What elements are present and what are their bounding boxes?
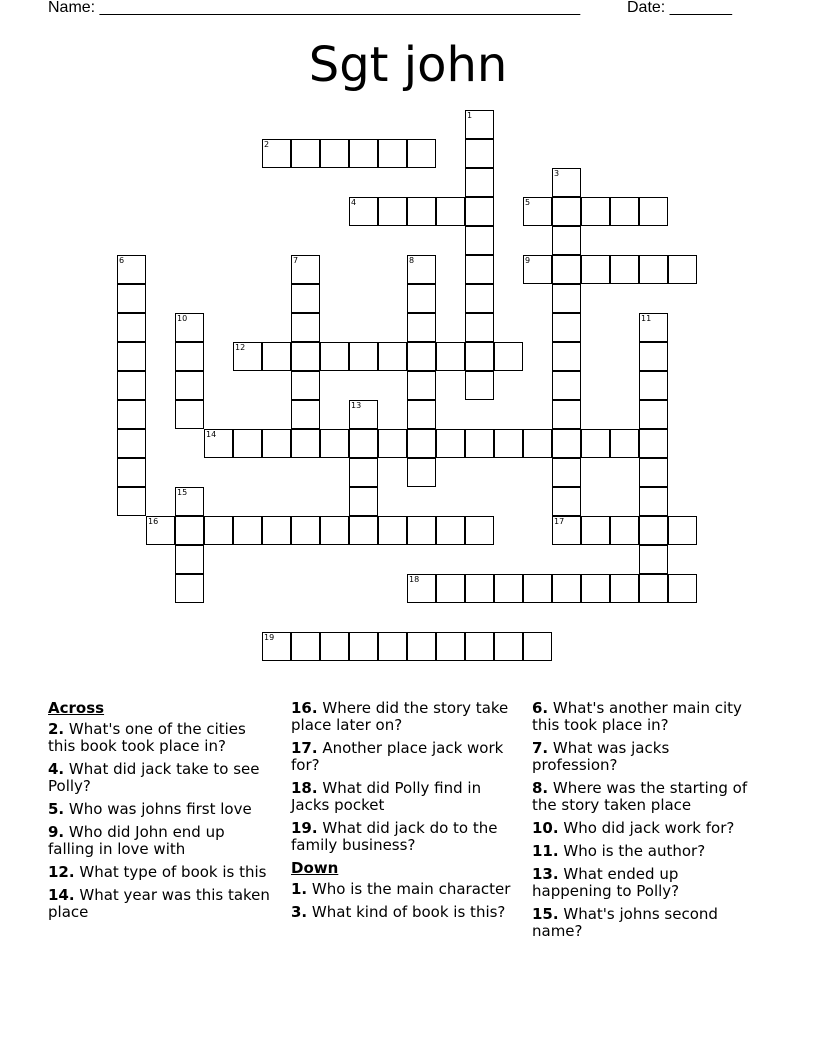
cell-number: 6 [119, 256, 125, 265]
grid-cell[interactable] [639, 400, 668, 429]
grid-cell[interactable] [552, 487, 581, 516]
grid-cell[interactable] [494, 632, 523, 661]
cell-number: 14 [206, 430, 217, 439]
grid-cell[interactable] [465, 139, 494, 168]
grid-cell[interactable] [552, 516, 581, 545]
grid-cell[interactable] [349, 342, 378, 371]
grid-cell[interactable] [639, 487, 668, 516]
grid-cell[interactable] [117, 342, 146, 371]
grid-cell[interactable] [465, 110, 494, 139]
clue-across-19: 19. What did jack do to the family business? [291, 819, 498, 854]
cell-number: 17 [554, 517, 565, 526]
grid-cell[interactable] [349, 458, 378, 487]
clue-across-14: 14. What year was this taken place [48, 886, 270, 921]
grid-cell[interactable] [465, 197, 494, 226]
grid-cell[interactable] [378, 516, 407, 545]
grid-cell[interactable] [349, 429, 378, 458]
grid-cell[interactable] [610, 516, 639, 545]
grid-cell[interactable] [320, 139, 349, 168]
grid-cell[interactable] [175, 313, 204, 342]
grid-cell[interactable] [436, 197, 465, 226]
grid-cell[interactable] [349, 632, 378, 661]
grid-cell[interactable] [407, 197, 436, 226]
clue-down-3: 3. What kind of book is this? [291, 903, 506, 921]
grid-cell[interactable] [262, 632, 291, 661]
grid-cell[interactable] [117, 313, 146, 342]
grid-cell[interactable] [465, 342, 494, 371]
grid-cell[interactable] [407, 516, 436, 545]
cell-number: 11 [641, 314, 652, 323]
grid-cell[interactable] [465, 255, 494, 284]
name-field-label[interactable]: Name: ______________________________________________________ [48, 0, 581, 16]
grid-cell[interactable] [639, 574, 668, 603]
grid-cell[interactable] [291, 139, 320, 168]
grid-cell[interactable] [436, 574, 465, 603]
cell-number: 7 [293, 256, 299, 265]
grid-cell[interactable] [465, 429, 494, 458]
grid-cell[interactable] [581, 255, 610, 284]
grid-cell[interactable] [552, 574, 581, 603]
grid-cell[interactable] [407, 139, 436, 168]
grid-cell[interactable] [581, 574, 610, 603]
grid-cell[interactable] [552, 255, 581, 284]
cell-number: 18 [409, 575, 420, 584]
cell-number: 4 [351, 198, 357, 207]
grid-cell[interactable] [175, 371, 204, 400]
grid-cell[interactable] [407, 400, 436, 429]
grid-cell[interactable] [378, 429, 407, 458]
grid-cell[interactable] [552, 313, 581, 342]
clues-column-3 [532, 700, 757, 946]
grid-cell[interactable] [291, 371, 320, 400]
down-heading: Down [291, 859, 339, 877]
grid-cell[interactable] [436, 342, 465, 371]
grid-cell[interactable] [436, 632, 465, 661]
grid-cell[interactable] [610, 255, 639, 284]
grid-cell[interactable] [465, 226, 494, 255]
grid-cell[interactable] [175, 487, 204, 516]
cell-number: 16 [148, 517, 159, 526]
grid-cell[interactable] [291, 400, 320, 429]
grid-cell[interactable] [639, 458, 668, 487]
clue-down-7: 7. What was jacks profession? [532, 739, 670, 774]
grid-cell[interactable] [494, 574, 523, 603]
grid-cell[interactable] [349, 516, 378, 545]
grid-cell[interactable] [117, 400, 146, 429]
grid-cell[interactable] [175, 400, 204, 429]
grid-cell[interactable] [175, 574, 204, 603]
cell-number: 19 [264, 633, 275, 642]
grid-cell[interactable] [262, 429, 291, 458]
grid-cell[interactable] [552, 400, 581, 429]
grid-cell[interactable] [349, 400, 378, 429]
grid-cell[interactable] [175, 516, 204, 545]
grid-cell[interactable] [465, 632, 494, 661]
clue-across-18: 18. What did Polly find in Jacks pocket [291, 779, 482, 814]
grid-cell[interactable] [465, 168, 494, 197]
clue-across-12: 12. What type of book is this [48, 863, 267, 881]
grid-cell[interactable] [407, 255, 436, 284]
cell-number: 10 [177, 314, 188, 323]
grid-cell[interactable] [552, 342, 581, 371]
clue-down-11: 11. Who is the author? [532, 842, 706, 860]
grid-cell[interactable] [639, 545, 668, 574]
grid-cell[interactable] [552, 226, 581, 255]
grid-cell[interactable] [494, 429, 523, 458]
grid-cell[interactable] [407, 429, 436, 458]
grid-cell[interactable] [639, 342, 668, 371]
grid-cell[interactable] [320, 429, 349, 458]
grid-cell[interactable] [436, 429, 465, 458]
grid-cell[interactable] [465, 516, 494, 545]
grid-cell[interactable] [552, 371, 581, 400]
grid-cell[interactable] [436, 516, 465, 545]
grid-cell[interactable] [320, 516, 349, 545]
grid-cell[interactable] [610, 197, 639, 226]
clue-across-5: 5. Who was johns first love [48, 800, 252, 818]
grid-cell[interactable] [581, 197, 610, 226]
grid-cell[interactable] [291, 255, 320, 284]
clue-across-9: 9. Who did John end up falling in love with [48, 823, 225, 858]
grid-cell[interactable] [175, 342, 204, 371]
grid-cell[interactable] [639, 371, 668, 400]
grid-cell[interactable] [117, 458, 146, 487]
across-heading: Across [48, 699, 105, 717]
grid-cell[interactable] [668, 255, 697, 284]
grid-cell[interactable] [117, 429, 146, 458]
grid-cell[interactable] [523, 632, 552, 661]
cell-number: 1 [467, 111, 473, 120]
clue-down-15: 15. What's johns second name? [532, 905, 718, 940]
grid-cell[interactable] [233, 429, 262, 458]
grid-cell[interactable] [610, 574, 639, 603]
grid-cell[interactable] [639, 313, 668, 342]
grid-cell[interactable] [291, 284, 320, 313]
grid-cell[interactable] [465, 574, 494, 603]
grid-cell[interactable] [639, 429, 668, 458]
grid-cell[interactable] [407, 574, 436, 603]
clue-down-13: 13. What ended up happening to Polly? [532, 865, 680, 900]
cell-number: 15 [177, 488, 188, 497]
cell-number: 13 [351, 401, 362, 410]
grid-cell[interactable] [117, 371, 146, 400]
grid-cell[interactable] [407, 632, 436, 661]
clue-across-4: 4. What did jack take to see Polly? [48, 760, 260, 795]
cell-number: 8 [409, 256, 415, 265]
cell-number: 9 [525, 256, 531, 265]
grid-cell[interactable] [378, 342, 407, 371]
grid-cell[interactable] [523, 574, 552, 603]
clue-across-17: 17. Another place jack work for? [291, 739, 504, 774]
clues-column-1 [48, 700, 270, 927]
grid-cell[interactable] [291, 429, 320, 458]
grid-cell[interactable] [349, 139, 378, 168]
grid-cell[interactable] [465, 371, 494, 400]
grid-cell[interactable] [117, 487, 146, 516]
clue-down-6: 6. What's another main city this took place in? [532, 699, 742, 734]
clue-across-16: 16. Where did the story take place later on? [291, 699, 509, 734]
grid-cell[interactable] [523, 255, 552, 284]
grid-cell[interactable] [233, 516, 262, 545]
grid-cell[interactable] [639, 516, 668, 545]
grid-cell[interactable] [668, 574, 697, 603]
clue-down-10: 10. Who did jack work for? [532, 819, 735, 837]
grid-cell[interactable] [552, 458, 581, 487]
grid-cell[interactable] [291, 342, 320, 371]
grid-cell[interactable] [320, 342, 349, 371]
grid-cell[interactable] [407, 313, 436, 342]
grid-cell[interactable] [262, 342, 291, 371]
grid-cell[interactable] [175, 545, 204, 574]
grid-cell[interactable] [668, 516, 697, 545]
grid-cell[interactable] [349, 197, 378, 226]
grid-cell[interactable] [639, 197, 668, 226]
clues-column-2 [291, 700, 521, 927]
grid-cell[interactable] [117, 255, 146, 284]
grid-cell[interactable] [378, 197, 407, 226]
grid-cell[interactable] [552, 429, 581, 458]
grid-cell[interactable] [291, 632, 320, 661]
grid-cell[interactable] [262, 139, 291, 168]
cell-number: 3 [554, 169, 560, 178]
grid-cell[interactable] [233, 342, 262, 371]
cell-number: 12 [235, 343, 246, 352]
grid-cell[interactable] [552, 197, 581, 226]
grid-cell[interactable] [320, 632, 349, 661]
cell-number: 2 [264, 140, 270, 149]
puzzle-title: Sgt john [308, 37, 508, 93]
grid-cell[interactable] [117, 284, 146, 313]
grid-cell[interactable] [610, 429, 639, 458]
clue-across-2: 2. What's one of the cities this book took place in? [48, 720, 246, 755]
grid-cell[interactable] [407, 458, 436, 487]
grid-cell[interactable] [465, 313, 494, 342]
grid-cell[interactable] [378, 139, 407, 168]
cell-number: 5 [525, 198, 531, 207]
grid-cell[interactable] [581, 429, 610, 458]
grid-cell[interactable] [523, 197, 552, 226]
grid-cell[interactable] [581, 516, 610, 545]
clue-down-8: 8. Where was the starting of the story taken place [532, 779, 748, 814]
grid-cell[interactable] [407, 371, 436, 400]
grid-cell[interactable] [465, 284, 494, 313]
grid-cell[interactable] [552, 284, 581, 313]
clue-down-1: 1. Who is the main character [291, 880, 511, 898]
grid-cell[interactable] [552, 168, 581, 197]
grid-cell[interactable] [378, 632, 407, 661]
grid-cell[interactable] [204, 516, 233, 545]
date-field-label[interactable]: Date: _______ [627, 0, 732, 16]
grid-cell[interactable] [262, 516, 291, 545]
grid-cell[interactable] [639, 255, 668, 284]
grid-cell[interactable] [291, 313, 320, 342]
grid-cell[interactable] [204, 429, 233, 458]
grid-cell[interactable] [494, 342, 523, 371]
grid-cell[interactable] [349, 487, 378, 516]
grid-cell[interactable] [407, 342, 436, 371]
grid-cell[interactable] [291, 516, 320, 545]
grid-cell[interactable] [146, 516, 175, 545]
grid-cell[interactable] [407, 284, 436, 313]
grid-cell[interactable] [523, 429, 552, 458]
